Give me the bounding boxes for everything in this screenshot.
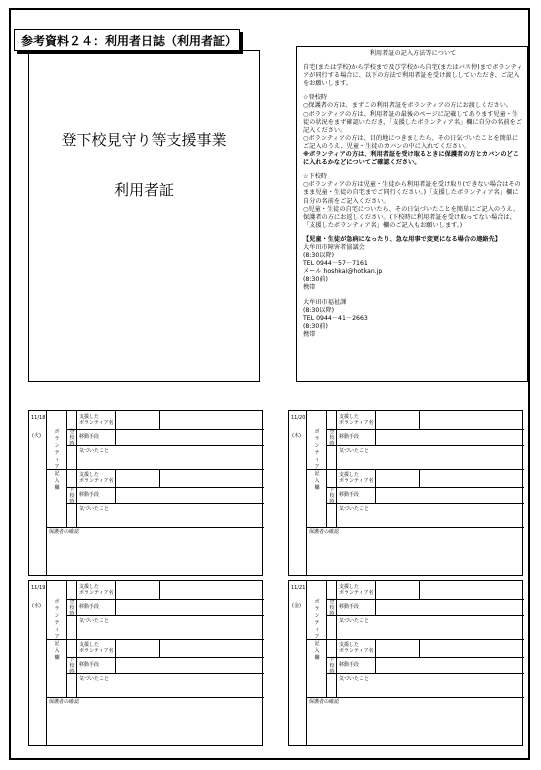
org2-tel: TEL 0944－41－2663	[303, 314, 368, 322]
going-section	[327, 581, 337, 639]
transport-label: 移動手段	[79, 434, 100, 440]
column-divider	[375, 581, 376, 615]
log-card	[288, 410, 523, 576]
column-divider	[115, 469, 116, 503]
contact-heading: 【児童・生徒が急病になったり、急な用事で変更になる場合の連絡先】	[303, 235, 501, 243]
card-date: 11/20	[291, 415, 306, 421]
column-divider	[159, 411, 160, 429]
supporter-label: 支援した ボランティア名	[339, 584, 374, 596]
column-divider	[115, 639, 116, 673]
guardian-confirm-label: 保護者の確認	[49, 699, 80, 705]
return-label: 下校時	[329, 657, 335, 675]
date-column	[29, 581, 47, 745]
guardian-confirm-label: 保護者の確認	[309, 699, 340, 705]
going-section	[67, 411, 77, 469]
supporter-label: 支援した ボランティア名	[79, 472, 114, 484]
section-divider	[47, 697, 264, 698]
date-column	[289, 581, 307, 745]
section-divider	[47, 527, 264, 528]
notice-label: 気づいたこと	[79, 448, 110, 454]
notice-label: 気づいたこと	[79, 676, 110, 682]
instructions-panel	[296, 46, 528, 382]
section-divider	[307, 697, 524, 698]
column-divider	[159, 469, 160, 487]
going-label: 登校時	[329, 429, 335, 447]
column-divider	[419, 469, 420, 487]
instructions-intro: 自宅(または学校)から学校まで及び学校から自宅(またはバス停)までボランティアが同行する場合に、以下の方法で利用者証を受け渡ししていただき、ご記入をお願いします。	[303, 64, 523, 88]
org1-mail: メール hoshkai@hotkan.jp	[303, 268, 383, 276]
column-divider	[419, 581, 420, 599]
transport-label: 移動手段	[339, 662, 360, 668]
volunteer-label: ボランティア記入欄	[314, 429, 320, 491]
card-date: 11/18	[31, 415, 46, 421]
return-label: 下校時	[69, 487, 75, 505]
log-card	[28, 410, 263, 576]
cover-title: 登下校見守り等支援事業	[61, 131, 227, 149]
volunteer-label: ボランティア記入欄	[314, 599, 320, 661]
supporter-label: 支援した ボランティア名	[79, 642, 114, 654]
notice-label: 気づいたこと	[339, 448, 370, 454]
going-step-1: ○保護者の方は、まずこの利用者証をボランティアの方にお渡しください。	[303, 102, 513, 110]
card-weekday: (木)	[292, 433, 301, 439]
section-divider	[307, 469, 524, 470]
volunteer-label: ボランティア記入欄	[54, 429, 60, 491]
return-label: 下校時	[329, 487, 335, 505]
org1-after: (8:30前)	[303, 276, 328, 284]
row-divider	[67, 599, 264, 600]
supporter-label: 支援した ボランティア名	[79, 584, 114, 596]
notice-label: 気づいたこと	[79, 506, 110, 512]
return-section	[67, 639, 77, 697]
supporter-label: 支援した ボランティア名	[339, 642, 374, 654]
notice-label: 気づいたこと	[339, 618, 370, 624]
transport-label: 移動手段	[79, 492, 100, 498]
row-divider	[327, 429, 524, 430]
org1-mobile: 携帯	[303, 284, 316, 292]
transport-label: 移動手段	[79, 604, 100, 610]
return-section	[67, 469, 77, 527]
guardian-confirm-label: 保護者の確認	[49, 529, 80, 535]
org1-tel: TEL 0944－57－7161	[303, 260, 368, 268]
row-divider	[67, 445, 264, 446]
org2-mobile: 携帯	[303, 330, 316, 338]
row-divider	[327, 673, 524, 674]
transport-label: 移動手段	[339, 434, 360, 440]
supporter-label: 支援した ボランティア名	[339, 414, 374, 426]
column-divider	[115, 581, 116, 615]
column-divider	[115, 411, 116, 445]
going-step-2: ○ボランティアの方は、利用者証の最後のページに記載してあります児童・生徒の状況をまず確認いただき、「支援したボランティア名」欄に自分の名前をご記入ください。	[303, 110, 522, 134]
date-column	[289, 411, 307, 575]
going-section	[327, 411, 337, 469]
row-divider	[327, 487, 524, 488]
row-divider	[327, 503, 524, 504]
column-divider	[419, 411, 420, 429]
row-divider	[67, 615, 264, 616]
card-date: 11/19	[31, 585, 46, 591]
row-divider	[327, 615, 524, 616]
section-divider	[47, 469, 264, 470]
instructions-heading: 利用者証の記入方法等について	[369, 50, 457, 57]
card-date: 11/21	[291, 585, 306, 591]
log-card	[288, 580, 523, 746]
column-divider	[375, 639, 376, 673]
row-divider	[327, 599, 524, 600]
row-divider	[67, 429, 264, 430]
notice-label: 気づいたこと	[339, 506, 370, 512]
log-card	[28, 580, 263, 746]
going-section	[67, 581, 77, 639]
row-divider	[67, 487, 264, 488]
row-divider	[327, 445, 524, 446]
return-step-1: ○ボランティアの方は児童・生徒から利用者証を受け取り(できない場合はそのまま児童・生徒の自宅までご同行ください。)「支援したボランティア名」欄に自分の名前をご記入ください。	[303, 181, 521, 205]
column-divider	[375, 469, 376, 503]
cover-subtitle: 利用者証	[113, 181, 174, 199]
column-divider	[375, 411, 376, 445]
guardian-confirm-label: 保護者の確認	[309, 529, 340, 535]
card-weekday: (火)	[32, 433, 41, 439]
date-column	[29, 411, 47, 575]
return-section	[327, 639, 337, 697]
column-divider	[419, 639, 420, 657]
going-note: ※ボランティアの方は、利用者証を受け取るときに保護者の方とカバンのどこに入れるかなどについてご確認ください。	[303, 151, 519, 167]
supporter-label: 支援した ボランティア名	[339, 472, 374, 484]
row-divider	[67, 657, 264, 658]
notice-label: 気づいたこと	[79, 618, 110, 624]
org2-name: 大牟田市福祉課	[303, 298, 347, 306]
going-label: 登校時	[69, 429, 75, 447]
column-divider	[159, 581, 160, 599]
going-label: 登校時	[329, 599, 335, 617]
transport-label: 移動手段	[339, 492, 360, 498]
row-divider	[327, 657, 524, 658]
column-divider	[159, 639, 160, 657]
going-heading: ☆登校時	[303, 94, 328, 102]
row-divider	[67, 673, 264, 674]
going-label: 登校時	[69, 599, 75, 617]
section-divider	[307, 639, 524, 640]
row-divider	[67, 503, 264, 504]
section-divider	[307, 527, 524, 528]
return-step-2: ○児童・生徒の自宅についたら、その日気づいたことを簡単にご記入のうえ、保護者の方にお返しください。(下校時に利用者証を受け取ってない場合は、「支援したボランティア名」欄のご記入もお願いします。)	[303, 205, 520, 229]
volunteer-label: ボランティア記入欄	[54, 599, 60, 661]
notice-label: 気づいたこと	[339, 676, 370, 682]
org1-name: 大牟田市障害者協議会	[303, 243, 365, 251]
reference-label: 参考資料２４：利用者日誌（利用者証）	[14, 29, 240, 51]
transport-label: 移動手段	[339, 604, 360, 610]
section-divider	[47, 639, 264, 640]
card-weekday: (水)	[32, 603, 41, 609]
org2-hours: (8:30以降)	[303, 306, 335, 314]
card-weekday: (金)	[292, 603, 301, 609]
supporter-label: 支援した ボランティア名	[79, 414, 114, 426]
org1-hours: (8:30以降)	[303, 252, 335, 260]
return-section	[327, 469, 337, 527]
org2-after: (8:30前)	[303, 322, 328, 330]
return-label: 下校時	[69, 657, 75, 675]
going-step-3: ○ボランティアの方は、目的地につきましたら、その日気づいたことを簡単にご記入のうえ、児童・生徒のカバンの中に入れてください。	[303, 134, 519, 150]
return-heading: ☆下校時	[303, 173, 328, 181]
cover-page	[28, 50, 260, 382]
transport-label: 移動手段	[79, 662, 100, 668]
